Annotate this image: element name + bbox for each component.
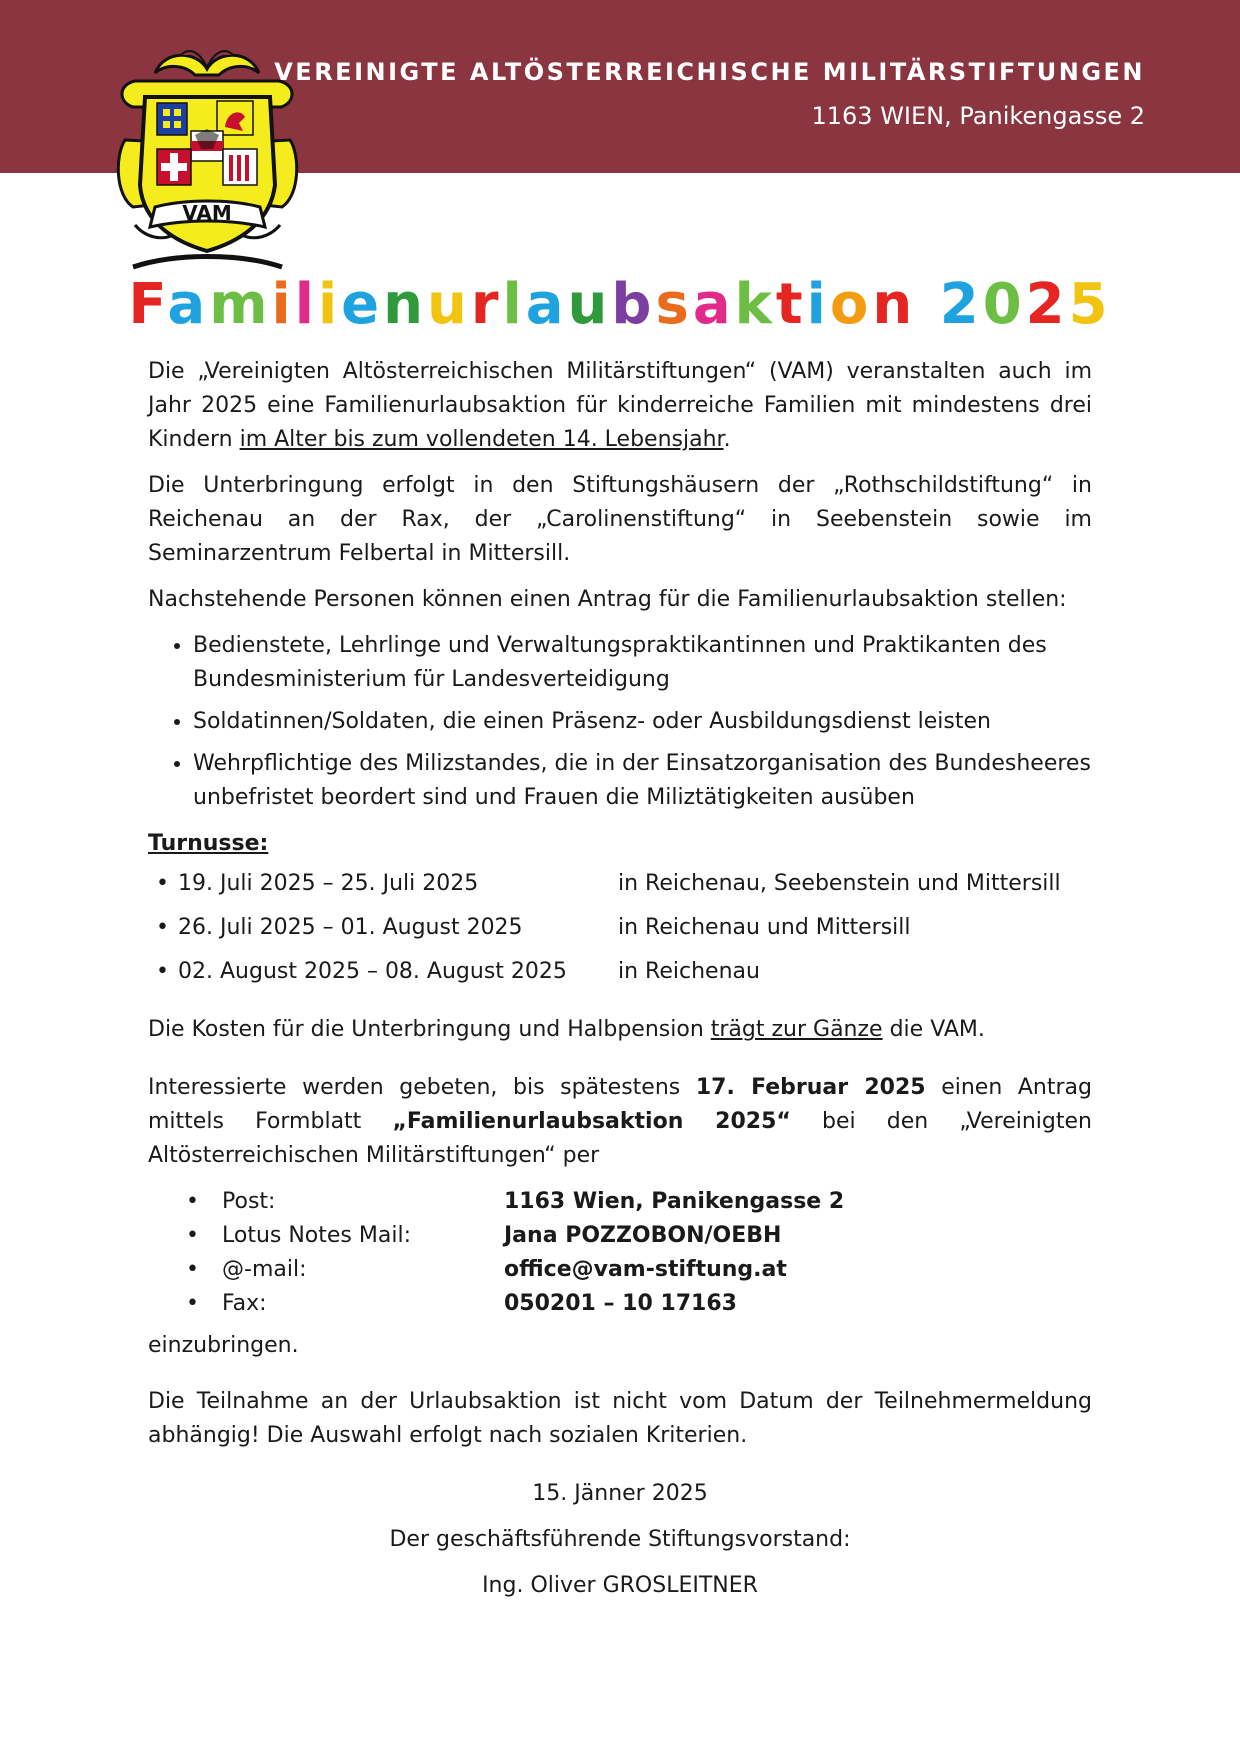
application-text: einen Antrag mittels Formblatt [148, 1075, 1092, 1134]
contact-label: Lotus Notes Mail: [222, 1223, 411, 1248]
closing-text: einzubringen. [148, 1333, 299, 1358]
application-text: Interessierte werden gebeten, bis spätestens [148, 1075, 696, 1100]
accommodation-paragraph: Die Unterbringung erfolgt in den Stiftungshäusern der „Rothschildstiftung“ in Reichenau an der Rax, der „Carolinenstiftung“ in Seebenstein sowie im Seminarzentrum Felbertal in Mittersill. [148, 473, 1092, 566]
list-item: • Wehrpflichtige des Milizstandes, die in der Einsatzorganisation des Bundesheeres unbefristet beordert sind und Frauen die Miliztätigkeiten ausüben [193, 747, 1092, 815]
contact-row-post [186, 1185, 1092, 1219]
title-letter: l [294, 272, 318, 337]
contact-row-email [186, 1253, 1092, 1287]
costs-paragraph [148, 1013, 1092, 1047]
signature-role: Der geschäftsführende Stiftungsvorstand: [389, 1527, 851, 1552]
title-letter: k [734, 272, 776, 337]
contact-list [148, 1185, 1092, 1321]
bullet-icon: • [156, 915, 169, 940]
contact-email-link[interactable]: office@vam-stiftung.at [504, 1257, 787, 1282]
organization-address: 1163 WIEN, Panikengasse 2 [811, 102, 1145, 130]
title-letter: a [692, 272, 735, 337]
title-letter: i [806, 272, 830, 337]
bullet-icon: • [156, 959, 169, 984]
form-name: „Familienurlaubsaktion 2025“ [392, 1109, 791, 1134]
bullet-icon: • [186, 1223, 199, 1248]
contact-label: @-mail: [222, 1257, 307, 1282]
eligibility-paragraph: Nachstehende Personen können einen Antrag für die Familienurlaubsaktion stellen: [148, 587, 1067, 612]
turnus-dates: 02. August 2025 – 08. August 2025 [178, 959, 567, 984]
signature-name: Ing. Oliver GROSLEITNER [482, 1573, 758, 1598]
turnus-row [156, 911, 1092, 945]
turnus-row [156, 867, 1092, 901]
age-limit-text: im Alter bis zum vollendeten 14. Lebensjahr [239, 427, 724, 452]
contact-value: Jana POZZOBON/OEBH [504, 1223, 782, 1248]
bullet-icon: • [156, 871, 169, 896]
intro-paragraph [148, 355, 1092, 457]
turnus-location: in Reichenau, Seebenstein und Mittersill [618, 871, 1061, 896]
title-letter: s [655, 272, 693, 337]
title-letter [916, 272, 940, 337]
bullet-icon: • [186, 1257, 199, 1282]
title-letter: l [502, 272, 526, 337]
intro-text: Die „Vereinigten Altösterreichischen Militärstiftungen“ (VAM) veranstalten auch im Jahr 2025 eine Familienurlaubsaktion für kinderreiche Familien mit mindestens drei Kindern [148, 359, 1092, 452]
contact-value: 050201 – 10 17163 [504, 1291, 737, 1316]
title-letter: 5 [1068, 272, 1112, 337]
list-item: • Bedienstete, Lehrlinge und Verwaltungspraktikantinnen und Praktikanten des Bundesministerium für Landesverteidigung [193, 629, 1092, 697]
deadline-date: 17. Februar 2025 [695, 1075, 926, 1100]
turnus-location: in Reichenau und Mittersill [618, 915, 911, 940]
costs-underlined: trägt zur Gänze [710, 1017, 883, 1042]
turnus-location: in Reichenau [618, 959, 760, 984]
title-letter: r [470, 272, 503, 337]
title-letter: e [341, 272, 384, 337]
costs-text-end: die VAM. [882, 1017, 985, 1042]
title-letter: n [872, 272, 917, 337]
turnus-dates: 19. Juli 2025 – 25. Juli 2025 [178, 871, 479, 896]
bullet-icon: • [186, 1189, 199, 1214]
turnusse-heading: Turnusse: [148, 831, 269, 856]
title-letter: 2 [1025, 272, 1069, 337]
contact-row-fax [186, 1287, 1092, 1321]
organization-name: VEREINIGTE ALTÖSTERREICHISCHE MILITÄRSTIFTUNGEN [274, 58, 1145, 86]
title-letter: m [209, 272, 272, 337]
document-body [148, 355, 1092, 1615]
page-title [0, 272, 1240, 337]
turnus-row [156, 955, 1092, 989]
application-text: bei den „Vereinigten Altösterreichischen Militärstiftungen“ per [148, 1109, 1092, 1168]
title-letter: 0 [982, 272, 1026, 337]
title-letter: u [427, 272, 471, 337]
title-letter: o [829, 272, 873, 337]
title-letter: a [167, 272, 210, 337]
vam-coat-of-arms-logo [115, 45, 300, 273]
application-paragraph [148, 1071, 1092, 1173]
costs-text: Die Kosten für die Unterbringung und Halbpension [148, 1017, 711, 1042]
title-letter: u [567, 272, 612, 337]
title-letter: a [525, 272, 568, 337]
eligible-list [148, 629, 1092, 815]
title-letter: b [611, 272, 656, 337]
list-item: • Soldatinnen/Soldaten, die einen Präsenz- oder Ausbildungsdienst leisten [193, 705, 1092, 739]
title-letter: F [128, 272, 168, 337]
title-letter: i [271, 272, 295, 337]
contact-label: Post: [222, 1189, 276, 1214]
contact-value: 1163 Wien, Panikengasse 2 [504, 1189, 845, 1214]
logo-text: VAM [182, 201, 232, 225]
intro-text-end: . [723, 427, 731, 452]
contact-row-lotus-notes [186, 1219, 1092, 1253]
contact-label: Fax: [222, 1291, 267, 1316]
selection-note: Die Teilnahme an der Urlaubsaktion ist nicht vom Datum der Teilnehmermeldung abhängig! Die Auswahl erfolgt nach sozialen Kriterien. [148, 1389, 1092, 1448]
title-letter: n [383, 272, 428, 337]
document-date: 15. Jänner 2025 [532, 1481, 708, 1506]
turnus-dates: 26. Juli 2025 – 01. August 2025 [178, 915, 523, 940]
title-letter: t [775, 272, 807, 337]
title-letter: 2 [939, 272, 983, 337]
bullet-icon: • [186, 1291, 199, 1316]
title-letter: i [317, 272, 342, 337]
